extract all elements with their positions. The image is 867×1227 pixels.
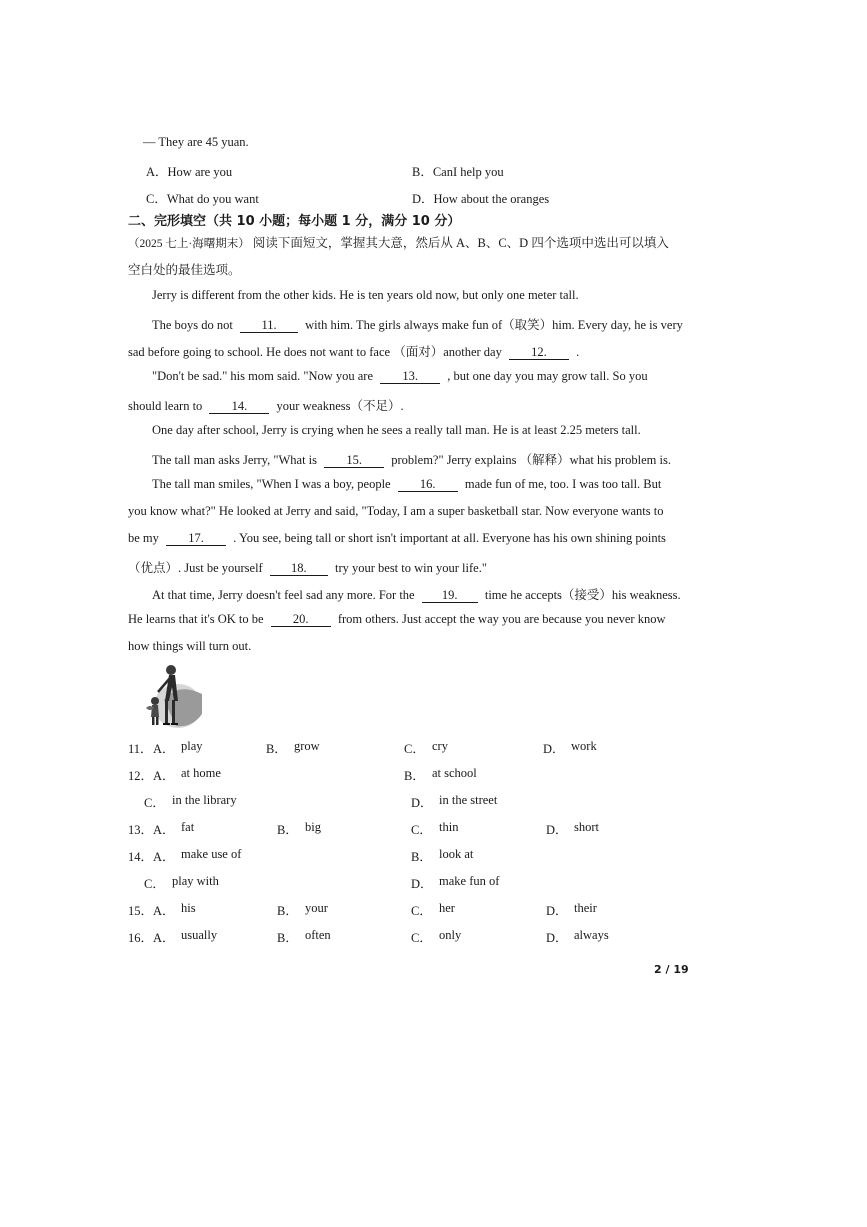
option-letter-c: C． bbox=[411, 904, 432, 918]
passage-line-11 bbox=[128, 558, 487, 576]
option-letter-c: C． bbox=[411, 931, 432, 945]
choice-row-14 bbox=[128, 874, 728, 890]
option-c-text: play with bbox=[172, 874, 219, 888]
q10-option-c: C．What do you want bbox=[146, 192, 259, 206]
option-c-text: thin bbox=[439, 820, 459, 834]
q10-option-b: B．CanI help you bbox=[412, 165, 504, 179]
blank-18: 18. bbox=[270, 562, 328, 576]
passage-line-3 bbox=[128, 342, 579, 360]
option-b-text: look at bbox=[439, 847, 474, 861]
text: your weakness（不足）. bbox=[276, 399, 404, 413]
option-letter-a: A． bbox=[153, 742, 175, 756]
text: be my bbox=[128, 531, 159, 545]
option-letter-c: C． bbox=[411, 823, 432, 837]
passage-line-8 bbox=[152, 477, 661, 492]
option-letter-d: D． bbox=[411, 877, 433, 891]
passage-line-4 bbox=[152, 369, 648, 384]
option-b-text: grow bbox=[294, 739, 320, 753]
choice-row-15 bbox=[128, 901, 728, 917]
passage-line-2 bbox=[152, 315, 683, 333]
passage-line-14: how things will turn out. bbox=[128, 639, 252, 653]
option-d-text: make fun of bbox=[439, 874, 500, 888]
blank-11: 11. bbox=[240, 319, 298, 333]
text: . bbox=[576, 345, 580, 359]
option-letter-a: A． bbox=[153, 931, 175, 945]
section-heading: 二、完形填空（共 10 小题；每小题 1 分，满分 10 分） bbox=[128, 214, 461, 229]
option-letter-a: A． bbox=[153, 769, 175, 783]
option-d-text: short bbox=[574, 820, 599, 834]
text: The tall man asks Jerry, "What is bbox=[152, 453, 318, 467]
option-letter-a: A． bbox=[153, 823, 175, 837]
option-b-text: your bbox=[305, 901, 328, 915]
blank-17: 17. bbox=[166, 532, 226, 546]
choice-row-16 bbox=[128, 928, 728, 944]
option-letter-c: C． bbox=[144, 877, 165, 891]
passage-line-7 bbox=[152, 450, 671, 468]
blank-12: 12. bbox=[509, 346, 569, 360]
option-c-text: only bbox=[439, 928, 462, 942]
option-d-text: their bbox=[574, 901, 597, 915]
option-c-text: her bbox=[439, 901, 455, 915]
choice-row-13 bbox=[128, 820, 728, 836]
blank-19: 19. bbox=[422, 589, 478, 603]
option-letter-b: B． bbox=[277, 904, 298, 918]
blank-13: 13. bbox=[380, 370, 440, 384]
text: The tall man smiles, "When I was a boy, people bbox=[152, 477, 391, 491]
option-a-text: his bbox=[181, 901, 196, 915]
question-number: 15． bbox=[128, 904, 154, 918]
question-number: 14． bbox=[128, 850, 154, 864]
choice-row-14 bbox=[128, 847, 728, 863]
illustration-tall-man-and-boy bbox=[138, 660, 204, 730]
option-letter-d: D． bbox=[546, 904, 568, 918]
choice-row-11 bbox=[128, 739, 728, 755]
text: , but one day you may grow tall. So you bbox=[447, 369, 648, 383]
option-a-text: at home bbox=[181, 766, 221, 780]
option-letter-b: B． bbox=[411, 850, 432, 864]
option-letter-d: D． bbox=[411, 796, 433, 810]
passage-line-6: One day after school, Jerry is crying when he sees a really tall man. He is at least 2.25 meters tall. bbox=[152, 423, 641, 437]
option-b-text: often bbox=[305, 928, 331, 942]
text: . You see, being tall or short isn't important at all. Everyone has his own shining points bbox=[233, 531, 666, 545]
text: should learn to bbox=[128, 399, 203, 413]
section-instruction bbox=[128, 233, 669, 251]
q10-answer-line: — They are 45 yuan. bbox=[143, 135, 249, 149]
q10-option-d: D．How about the oranges bbox=[412, 192, 550, 206]
choice-row-12 bbox=[128, 793, 728, 809]
text: （优点）. Just be yourself bbox=[128, 561, 263, 575]
blank-15: 15. bbox=[324, 454, 384, 468]
blank-20: 20. bbox=[271, 613, 331, 627]
text: "Don't be sad." his mom said. "Now you are bbox=[152, 369, 374, 383]
question-number: 11． bbox=[128, 742, 153, 756]
text: At that time, Jerry doesn't feel sad any more. For the bbox=[152, 588, 415, 602]
option-d-text: work bbox=[571, 739, 597, 753]
text: problem?" Jerry explains （解释）what his problem is. bbox=[391, 453, 671, 467]
option-letter-b: B． bbox=[266, 742, 287, 756]
question-number: 16． bbox=[128, 931, 154, 945]
option-letter-c: C． bbox=[144, 796, 165, 810]
passage-line-13 bbox=[128, 612, 665, 627]
text: made fun of me, too. I was too tall. But bbox=[464, 477, 662, 491]
passage-line-10 bbox=[128, 531, 666, 546]
option-letter-b: B． bbox=[277, 823, 298, 837]
instruction-text-2: 空白处的最佳选项。 bbox=[128, 263, 241, 277]
text: from others. Just accept the way you are because you never know bbox=[337, 612, 666, 626]
q10-option-a: A．How are you bbox=[146, 165, 233, 179]
passage-line-5 bbox=[128, 396, 404, 414]
option-b-text: big bbox=[305, 820, 321, 834]
option-a-text: fat bbox=[181, 820, 195, 834]
text: try your best to win your life." bbox=[334, 561, 487, 575]
passage-line-12 bbox=[152, 585, 681, 603]
question-number: 12． bbox=[128, 769, 154, 783]
option-letter-d: D． bbox=[543, 742, 565, 756]
option-c-text: in the library bbox=[172, 793, 237, 807]
source-tag: （2025 七上·海曙期末） bbox=[128, 238, 250, 250]
passage-line-1: Jerry is different from the other kids. He is ten years old now, but only one meter tall. bbox=[152, 288, 579, 302]
option-a-text: make use of bbox=[181, 847, 242, 861]
question-number: 13． bbox=[128, 823, 154, 837]
text: with him. The girls always make fun of（取笑）him. Every day, he is very bbox=[305, 318, 683, 332]
option-d-text: in the street bbox=[439, 793, 498, 807]
option-letter-d: D． bbox=[546, 823, 568, 837]
option-d-text: always bbox=[574, 928, 609, 942]
page-number: 2 / 19 bbox=[654, 963, 689, 976]
text: sad before going to school. He does not want to face （面对）another day bbox=[128, 345, 502, 359]
option-letter-d: D． bbox=[546, 931, 568, 945]
instruction-text-1: 阅读下面短文，掌握其大意，然后从 A、B、C、D 四个选项中选出可以填入 bbox=[252, 236, 669, 250]
text: He learns that it's OK to be bbox=[128, 612, 264, 626]
option-a-text: usually bbox=[181, 928, 218, 942]
option-letter-a: A． bbox=[153, 850, 175, 864]
option-letter-c: C． bbox=[404, 742, 425, 756]
text: The boys do not bbox=[152, 318, 233, 332]
option-a-text: play bbox=[181, 739, 203, 753]
option-letter-b: B． bbox=[404, 769, 425, 783]
option-c-text: cry bbox=[432, 739, 448, 753]
passage-line-9: you know what?" He looked at Jerry and said, "Today, I am a super basketball star. Now everyone wants to bbox=[128, 504, 664, 518]
option-letter-b: B． bbox=[277, 931, 298, 945]
option-letter-a: A． bbox=[153, 904, 175, 918]
blank-16: 16. bbox=[398, 478, 458, 492]
choice-row-12 bbox=[128, 766, 728, 782]
option-b-text: at school bbox=[432, 766, 477, 780]
text: time he accepts（接受）his weakness. bbox=[484, 588, 681, 602]
blank-14: 14. bbox=[209, 400, 269, 414]
